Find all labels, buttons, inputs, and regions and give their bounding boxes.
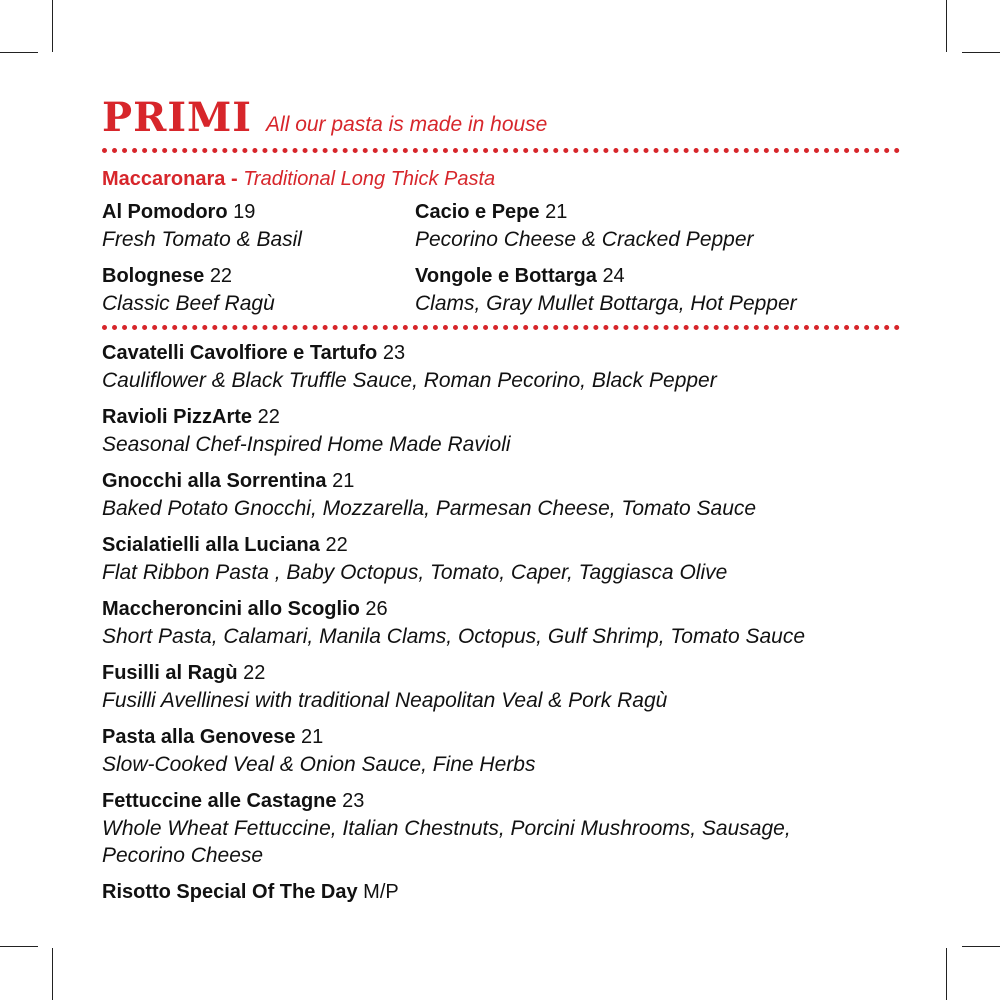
dish-name: Gnocchi alla Sorrentina xyxy=(102,470,327,492)
dish-name: Bolognese xyxy=(102,265,205,287)
menu-item xyxy=(102,404,902,458)
dish-price: 24 xyxy=(602,265,625,287)
dish-name: Vongole e Bottarga xyxy=(415,265,597,287)
primi-list xyxy=(102,340,902,906)
menu-item xyxy=(102,199,415,253)
dish-description: Cauliflower & Black Truffle Sauce, Roman Pecorino, Black Pepper xyxy=(102,369,717,392)
dish-description: Clams, Gray Mullet Bottarga, Hot Pepper xyxy=(415,292,797,315)
dish-price: 23 xyxy=(342,790,365,812)
menu-item xyxy=(102,468,902,522)
dish-name: Ravioli PizzArte xyxy=(102,406,253,428)
dish-price: M/P xyxy=(363,881,399,903)
menu-item xyxy=(102,263,415,317)
dish-description: Slow-Cooked Veal & Onion Sauce, Fine Herbs xyxy=(102,753,536,776)
dish-description: Baked Potato Gnocchi, Mozzarella, Parmesan Cheese, Tomato Sauce xyxy=(102,497,757,520)
subsection-name: Maccaronara - xyxy=(102,168,238,190)
dotted-divider xyxy=(102,325,900,330)
subsection-heading xyxy=(102,167,902,191)
dish-description: Short Pasta, Calamari, Manila Clams, Octopus, Gulf Shrimp, Tomato Sauce xyxy=(102,625,806,648)
dish-name: Scialatielli alla Luciana xyxy=(102,534,320,556)
dish-name: Fusilli al Ragù xyxy=(102,662,238,684)
crop-mark xyxy=(52,0,53,52)
dish-price: 22 xyxy=(325,534,348,556)
maccaronara-grid xyxy=(102,199,902,317)
dish-description: Pecorino Cheese & Cracked Pepper xyxy=(415,228,754,251)
crop-mark xyxy=(946,948,947,1000)
subsection-description: Traditional Long Thick Pasta xyxy=(243,168,496,190)
menu-item xyxy=(102,596,902,650)
dish-name: Cavatelli Cavolfiore e Tartufo xyxy=(102,342,378,364)
dotted-divider xyxy=(102,148,900,153)
dish-name: Pasta alla Genovese xyxy=(102,726,296,748)
dish-name: Cacio e Pepe xyxy=(415,201,540,223)
dish-price: 22 xyxy=(257,406,280,428)
menu-item xyxy=(102,724,902,778)
section-tagline: All our pasta is made in house xyxy=(266,113,548,136)
menu-item xyxy=(415,199,900,253)
crop-mark xyxy=(0,946,38,947)
crop-mark xyxy=(962,52,1000,53)
dish-description: Classic Beef Ragù xyxy=(102,292,275,315)
dish-name: Al Pomodoro xyxy=(102,201,228,223)
section-header xyxy=(102,94,902,146)
crop-mark xyxy=(962,946,1000,947)
dish-description: Fusilli Avellinesi with traditional Neapolitan Veal & Pork Ragù xyxy=(102,689,668,712)
menu-page xyxy=(102,94,902,916)
dish-price: 21 xyxy=(301,726,324,748)
dish-description: Flat Ribbon Pasta , Baby Octopus, Tomato, Caper, Taggiasca Olive xyxy=(102,561,728,584)
section-title: PRIMI xyxy=(102,94,253,141)
menu-item xyxy=(102,660,902,714)
crop-mark xyxy=(52,948,53,1000)
menu-item xyxy=(102,788,902,869)
menu-item xyxy=(102,340,902,394)
dish-price: 21 xyxy=(332,470,355,492)
dish-price: 19 xyxy=(233,201,256,223)
dish-name: Maccheroncini allo Scoglio xyxy=(102,598,360,620)
dish-description: Fresh Tomato & Basil xyxy=(102,228,302,251)
crop-mark xyxy=(0,52,38,53)
dish-price: 21 xyxy=(545,201,568,223)
dish-price: 23 xyxy=(382,342,406,364)
menu-item xyxy=(102,532,902,586)
menu-item xyxy=(415,263,900,317)
dish-name: Risotto Special Of The Day xyxy=(102,881,358,903)
dish-description: Whole Wheat Fettuccine, Italian Chestnuts, Porcini Mushrooms, Sausage, Pecorino Cheese xyxy=(102,817,791,867)
menu-item xyxy=(102,879,902,906)
dish-price: 22 xyxy=(209,265,233,287)
dish-name: Fettuccine alle Castagne xyxy=(102,790,337,812)
crop-mark xyxy=(946,0,947,52)
dish-description: Seasonal Chef-Inspired Home Made Ravioli xyxy=(102,433,511,456)
dish-price: 26 xyxy=(365,598,388,620)
dish-price: 22 xyxy=(243,662,266,684)
